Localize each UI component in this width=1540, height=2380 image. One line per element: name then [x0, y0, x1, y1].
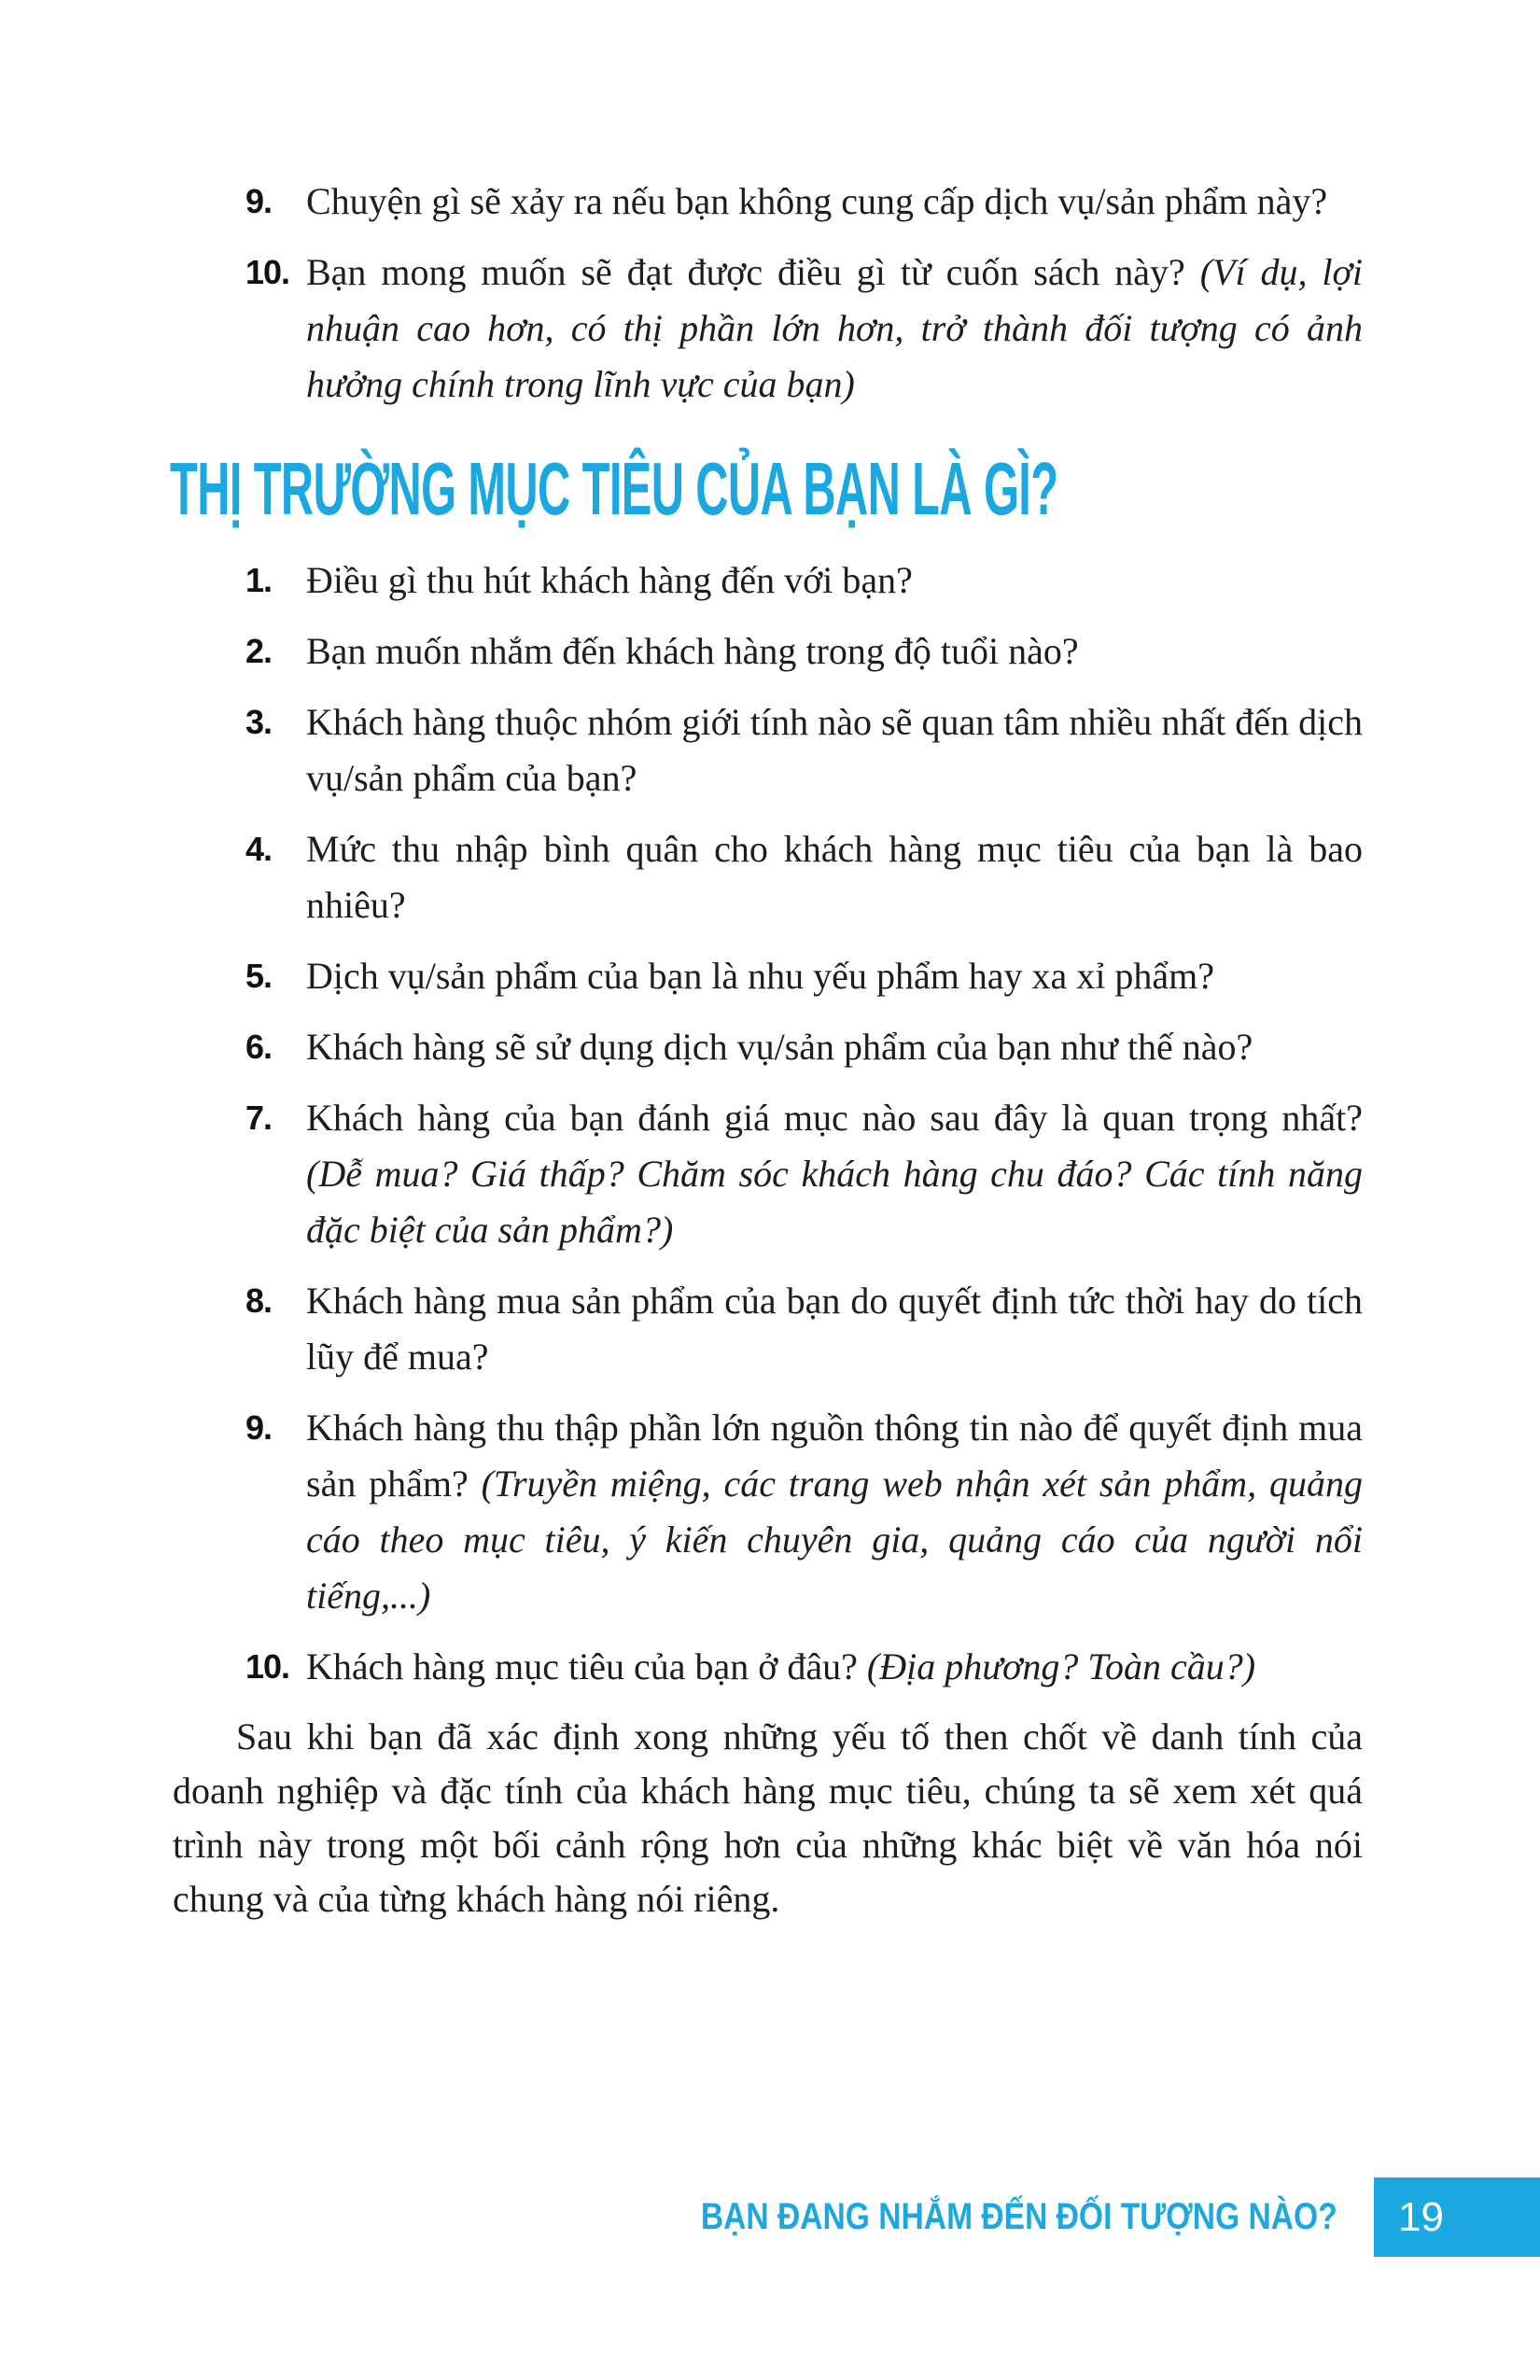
question-number: 9. [245, 1408, 273, 1447]
question-item [245, 245, 1363, 413]
page-footer [0, 2177, 1540, 2257]
question-number: 4. [245, 830, 273, 868]
question-text [306, 1090, 1363, 1258]
question-item [245, 1090, 1363, 1258]
question-number: 10. [245, 253, 290, 291]
question-text [306, 1639, 1363, 1695]
question-text [306, 1400, 1363, 1624]
question-item [245, 821, 1363, 933]
question-item [245, 948, 1363, 1004]
question-text-run: Dịch vụ/sản phẩm của bạn là nhu yếu phẩm hay xa xỉ phẩm? [306, 955, 1215, 997]
question-number: 9. [245, 182, 273, 220]
question-text [306, 694, 1363, 806]
question-text [306, 821, 1363, 933]
question-number: 3. [245, 703, 273, 741]
question-text-run: Điều gì thu hút khách hàng đến với bạn? [306, 559, 913, 601]
question-text [306, 623, 1363, 679]
question-text-run: Bạn mong muốn sẽ đạt được điều gì từ cuốn sách này? [306, 251, 1200, 293]
question-text-run: Khách hàng thuộc nhóm giới tính nào sẽ quan tâm nhiều nhất đến dịch vụ/sản phẩm của bạn? [306, 701, 1363, 799]
question-item [245, 1400, 1363, 1624]
question-text [306, 1019, 1363, 1075]
question-text-run: Khách hàng thu thập phần lớn nguồn thông tin nào để quyết định mua sản phẩm? [306, 1407, 1363, 1505]
question-text-run: Chuyện gì sẽ xảy ra nếu bạn không cung cấp dịch vụ/sản phẩm này? [306, 180, 1328, 222]
question-text-italic-run: (Dễ mua? Giá thấp? Chăm sóc khách hàng chu đáo? Các tính năng đặc biệt của sản phẩm?) [306, 1153, 1363, 1251]
question-number: 2. [245, 632, 273, 670]
question-text-run: Mức thu nhập bình quân cho khách hàng mục tiêu của bạn là bao nhiêu? [306, 828, 1363, 926]
page-number-box [1374, 2177, 1540, 2257]
closing-paragraph: Sau khi bạn đã xác định xong những yếu tố then chốt về danh tính của doanh nghiệp và đặc tính của khách hàng mục tiêu, chúng ta sẽ xem xét quá trình này trong một bối cảnh rộng hơn của những khác biệt về văn hóa nói chung và của từng khách hàng nói riêng. [173, 1715, 1363, 1920]
question-text-italic-run: (Địa phương? Toàn cầu?) [866, 1645, 1256, 1687]
question-text [306, 948, 1363, 1004]
question-text-run: Khách hàng mục tiêu của bạn ở đâu? [306, 1645, 867, 1687]
question-number: 5. [245, 957, 273, 995]
section-heading-text: THỊ TRƯỜNG MỤC TIÊU CỦA BẠN LÀ GÌ? [170, 447, 1058, 530]
question-text [306, 174, 1363, 230]
question-text-run: Khách hàng của bạn đánh giá mục nào sau đây là quan trọng nhất? [306, 1097, 1363, 1139]
question-text-run: Bạn muốn nhắm đến khách hàng trong độ tuổi nào? [306, 630, 1079, 672]
question-item [245, 1273, 1363, 1385]
question-number: 8. [245, 1281, 273, 1320]
question-text [306, 245, 1363, 413]
question-text-italic-run: (Truyền miệng, các trang web nhận xét sản phẩm, quảng cáo theo mục tiêu, ý kiến chuyên gia, quảng cáo của người nổi tiếng,...) [306, 1463, 1363, 1617]
question-text-italic-run: (Ví dụ, lợi nhuận cao hơn, có thị phần lớn hơn, trở thành đối tượng có ảnh hưởng chính trong lĩnh vực của bạn) [306, 251, 1363, 405]
question-text [306, 553, 1363, 609]
section-heading [170, 448, 1363, 530]
question-item [245, 174, 1363, 230]
question-item [245, 1639, 1363, 1695]
question-number: 1. [245, 561, 273, 599]
target-market-question-list [0, 553, 1540, 1695]
question-number: 6. [245, 1028, 273, 1066]
question-text-run: Khách hàng mua sản phẩm của bạn do quyết định tức thời hay do tích lũy để mua? [306, 1280, 1363, 1378]
question-item [245, 694, 1363, 806]
question-text [306, 1273, 1363, 1385]
question-number: 10. [245, 1647, 290, 1686]
question-text-run: Khách hàng sẽ sử dụng dịch vụ/sản phẩm của bạn như thế nào? [306, 1026, 1253, 1068]
carryover-question-list [0, 174, 1540, 413]
page-number: 19 [1398, 2193, 1444, 2240]
question-item [245, 553, 1363, 609]
question-number: 7. [245, 1099, 273, 1137]
question-item [245, 623, 1363, 679]
question-item [245, 1019, 1363, 1075]
running-footer-title: BẠN ĐANG NHẮM ĐẾN ĐỐI TƯỢNG NÀO? [701, 2196, 1337, 2237]
